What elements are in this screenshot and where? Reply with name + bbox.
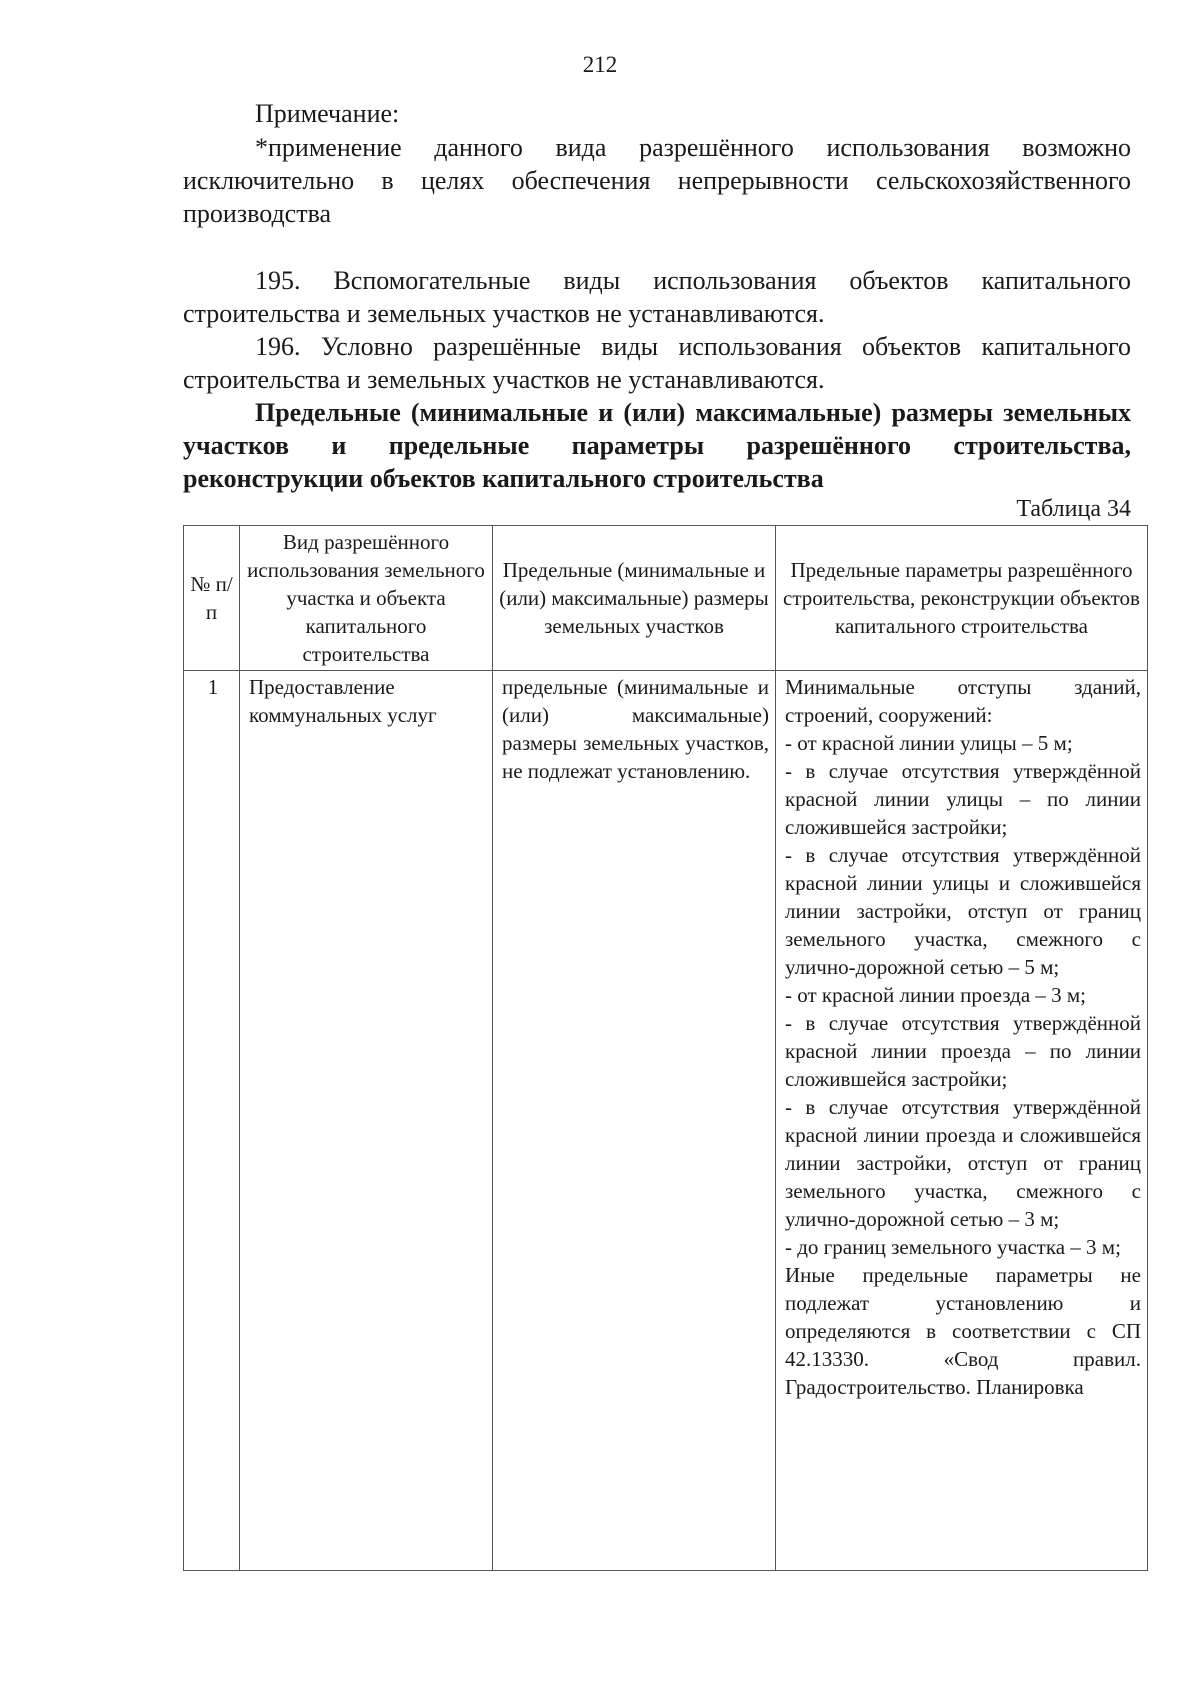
header-plot-sizes: Предельные (минимальные и (или) максимальные) размеры земельных участков xyxy=(493,526,776,671)
parameter-line: Минимальные отступы зданий, строений, сооружений: xyxy=(785,675,1141,727)
header-number: № п/п xyxy=(184,526,240,671)
plot-sizes-cell: предельные (минимальные и (или) максимальные) размеры земельных участков, не подлежат установлению. xyxy=(493,671,776,1571)
note-label: Примечание: xyxy=(255,99,400,128)
parameter-line: - в случае отсутствия утверждённой красной линии улицы – по линии сложившейся застройки; xyxy=(785,759,1141,839)
build-parameters-cell xyxy=(776,671,1148,1571)
section-heading: Предельные (минимальные и (или) максимальные) размеры земельных участков и предельные параметры разрешённого строительства, реконструкции объектов капитального строительства xyxy=(183,398,1131,493)
parameter-line: - в случае отсутствия утверждённой красной линии проезда – по линии сложившейся застройки; xyxy=(785,1011,1141,1091)
table-row xyxy=(184,671,1148,1571)
parameter-line: - в случае отсутствия утверждённой красной линии проезда и сложившейся линии застройки, отступ от границ земельного участка, смежного с улично-дорожной сетью – 3 м; xyxy=(785,1095,1141,1231)
regulations-table xyxy=(183,525,1148,1571)
page-number: 212 xyxy=(582,52,618,77)
header-use-type: Вид разрешённого использования земельного участка и объекта капитального строительства xyxy=(240,526,493,671)
table-caption: Таблица 34 xyxy=(1016,496,1131,522)
paragraph-195: 195. Вспомогательные виды использования объектов капитального строительства и земельных участков не устанавливаются. xyxy=(183,266,1131,328)
parameter-line: - от красной линии проезда – 3 м; xyxy=(785,983,1087,1007)
use-type-cell: Предоставление коммунальных услуг xyxy=(240,671,493,1571)
parameter-line: - в случае отсутствия утверждённой красной линии улицы и сложившейся линии застройки, отступ от границ земельного участка, смежного с улично-дорожной сетью – 5 м; xyxy=(785,843,1141,979)
table-header-row xyxy=(184,526,1148,671)
paragraph-196: 196. Условно разрешённые виды использования объектов капитального строительства и земельных участков не устанавливаются. xyxy=(183,332,1131,394)
row-number-cell: 1 xyxy=(184,671,240,1571)
parameter-line: - от красной линии улицы – 5 м; xyxy=(785,731,1073,755)
parameter-line: Иные предельные параметры не подлежат установлению и определяются в соответствии с СП 42.13330. «Свод правил. Градостроительство. Планировка xyxy=(785,1263,1141,1399)
parameter-line: - до границ земельного участка – 3 м; xyxy=(785,1235,1121,1259)
note-text: *применение данного вида разрешённого использования возможно исключительно в целях обеспечения непрерывности сельскохозяйственного производства xyxy=(183,133,1131,228)
header-build-parameters: Предельные параметры разрешённого строительства, реконструкции объектов капитального строительства xyxy=(776,526,1148,671)
